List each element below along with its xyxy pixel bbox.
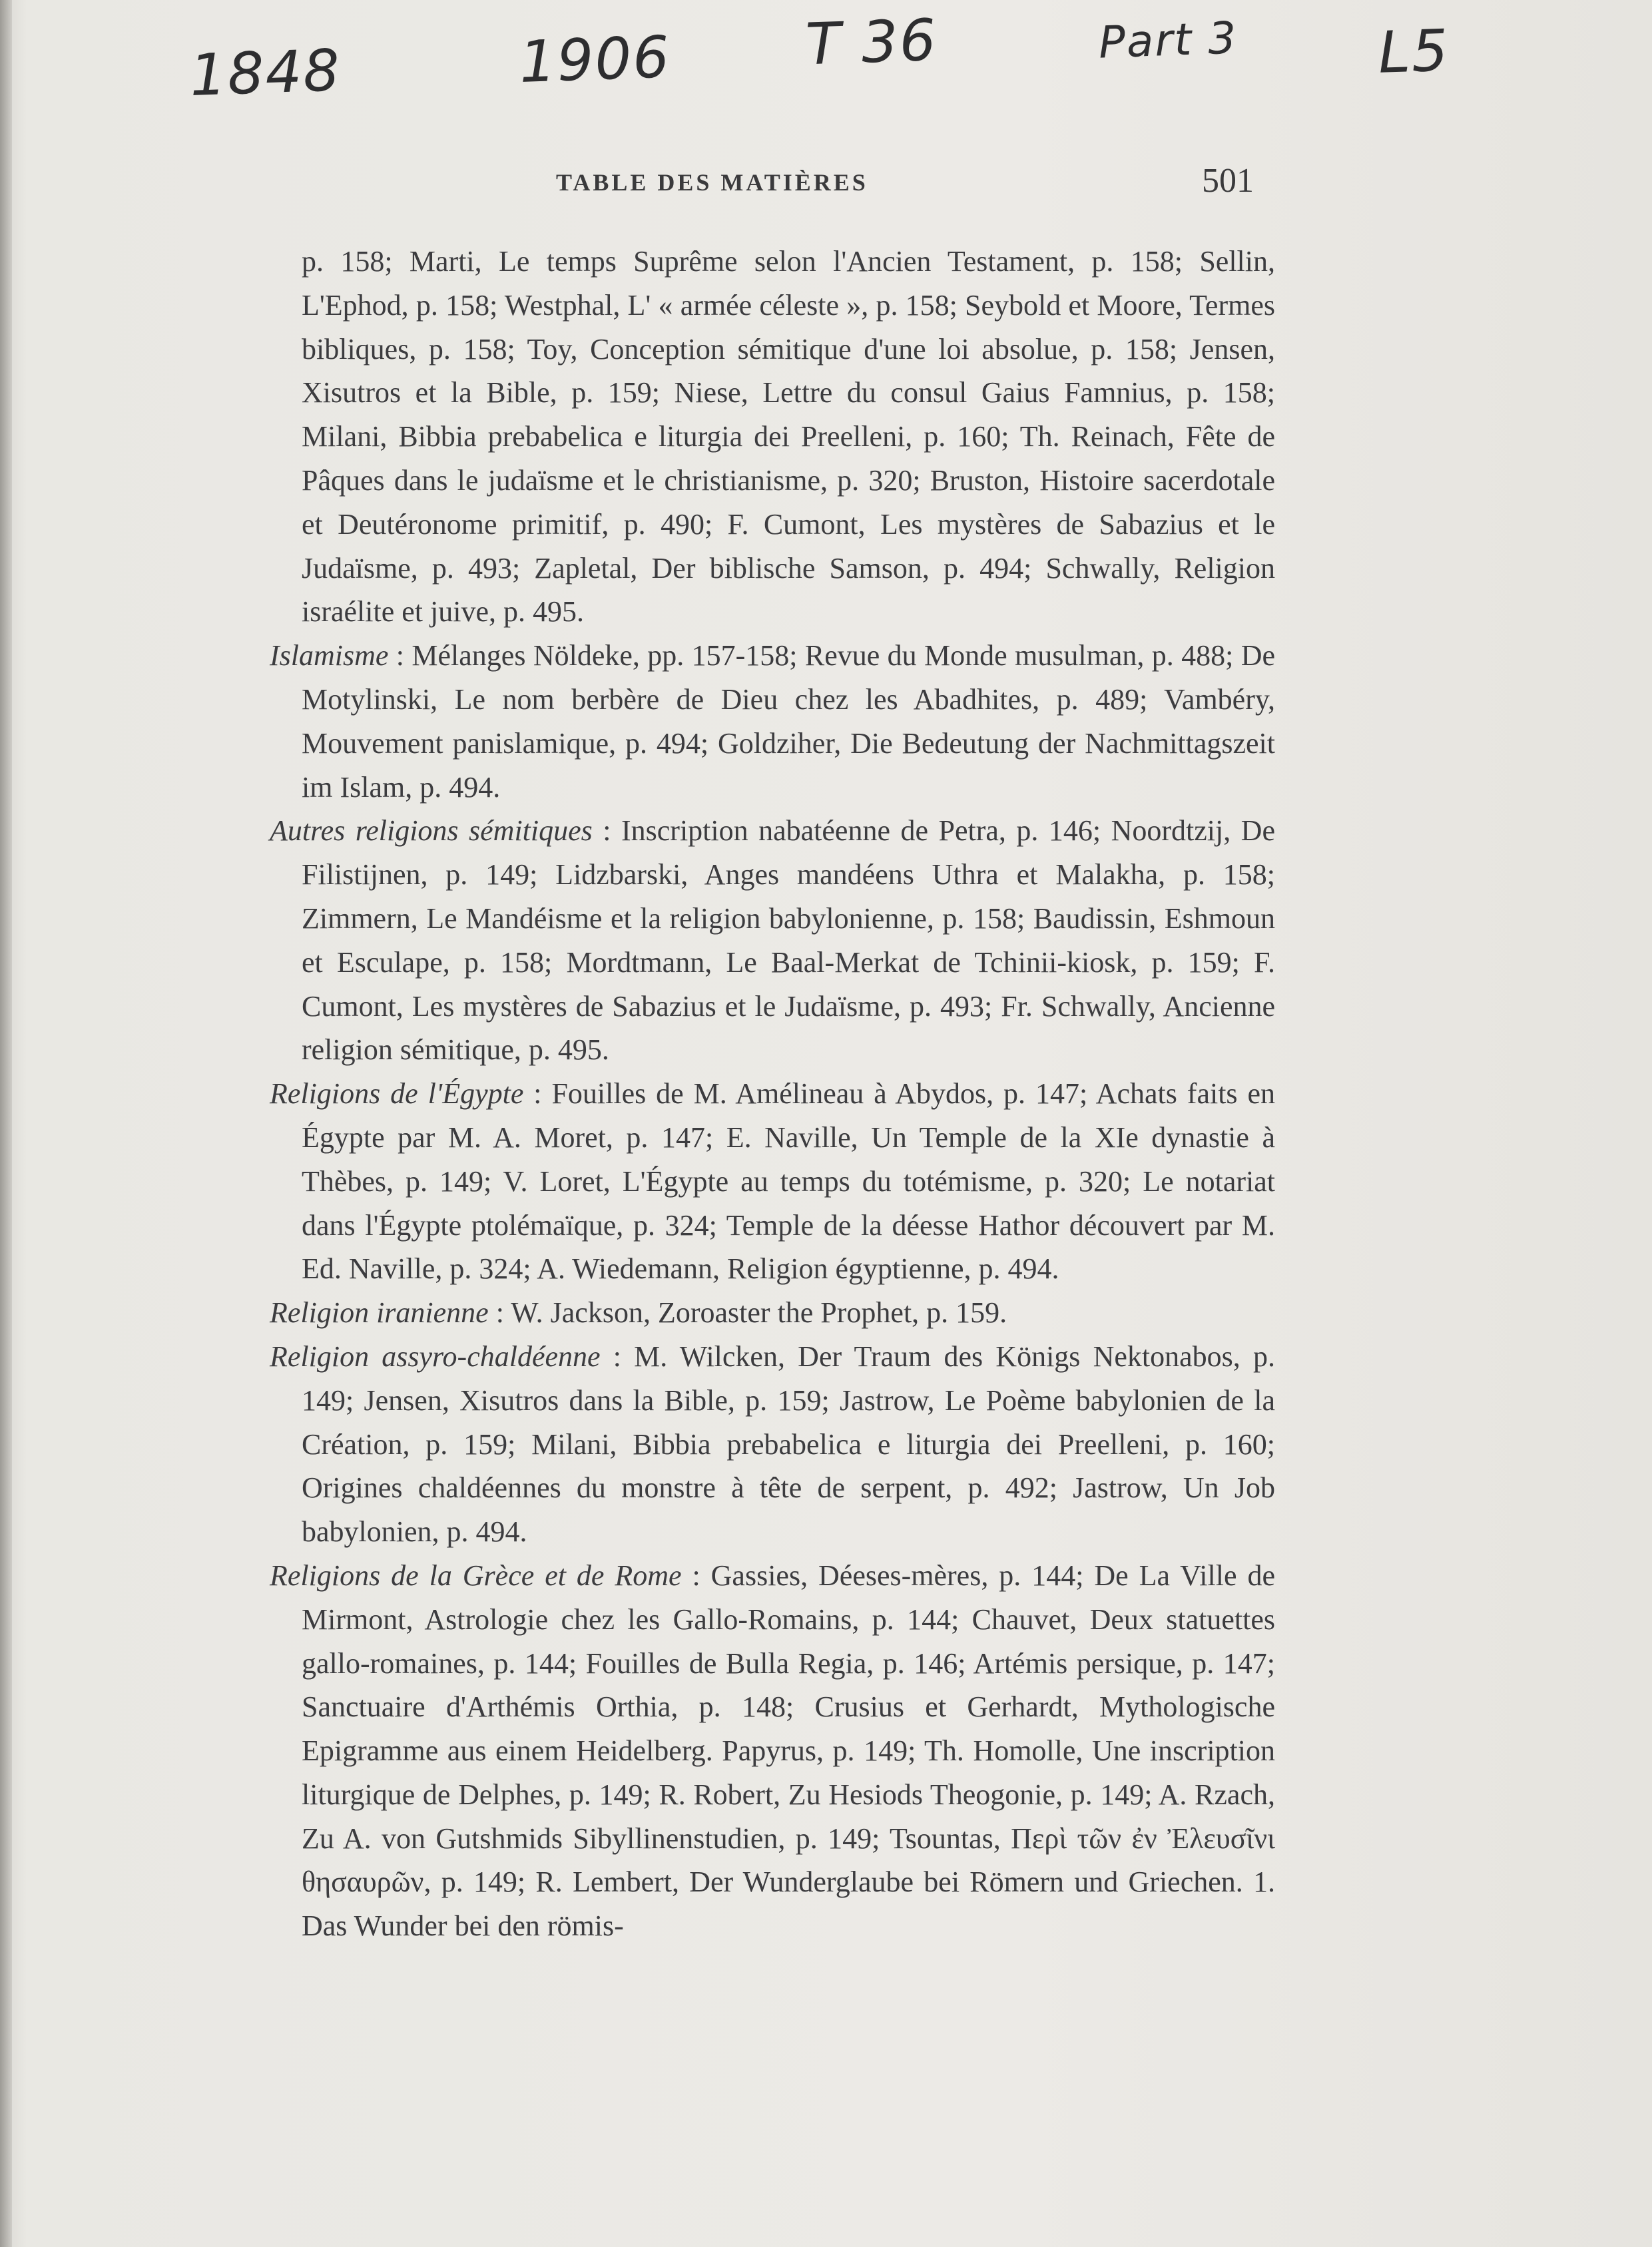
toc-entry <box>270 809 1275 1072</box>
toc-entry <box>270 1554 1275 1948</box>
toc-entry <box>270 1072 1275 1291</box>
toc-entry <box>270 1335 1275 1554</box>
toc-entry <box>270 1291 1275 1335</box>
entry-text: p. 158; Marti, Le temps Suprême selon l'Ancien Testament, p. 158; Sellin, L'Ephod, p. 158; Westphal, L' « armée céleste », p. 158; Seybold et Moore, Termes bibliques, p. 158; Toy, Conception sémitique d'une loi absolue, p. 158; Jensen, Xisutros et la Bible, p. 159; Niese, Lettre du consul Gaius Famnius, p. 158; Milani, Bibbia prebabelica e liturgia dei Preelleni, p. 160; Th. Reinach, Fête de Pâques dans le judaïsme et le christianisme, p. 320; Bruston, Histoire sacerdotale et Deutéronome primitif, p. 490; F. Cumont, Les mystères de Sabazius et le Judaïsme, p. 493; Zapletal, Der biblische Samson, p. 494; Schwally, Religion israélite et juive, p. 495. <box>302 245 1275 628</box>
entry-text: : Inscription nabatéenne de Petra, p. 146; Noordtzij, De Filistijnen, p. 149; Lidzbarski, Anges mandéens Uthra et Malakha, p. 158; Zimmern, Le Mandéisme et la religion babylonienne, p. 158; Baudissin, Eshmoun et Esculape, p. 158; Mordtmann, Le Baal-Merkat de Tchinii-kiosk, p. 159; F. Cumont, Les mystères de Sabazius et le Judaïsme, p. 493; Fr. Schwally, Ancienne religion sémitique, p. 495. <box>302 814 1275 1067</box>
entry-rubric: Autres religions sémitiques <box>270 814 593 848</box>
page-number: 501 <box>1202 162 1254 200</box>
entry-text: : Gassies, Déeses-mères, p. 144; De La Ville de Mirmont, Astrologie chez les Gallo-Romains, p. 144; Chauvet, Deux statuettes gallo-romaines, p. 144; Fouilles de Bulla Regia, p. 146; Artémis persique, p. 147; Sanctuaire d'Arthémis Orthia, p. 148; Crusius et Gerhardt, Mythologische Epigramme aus einem Heidelberg. Papyrus, p. 149; Th. Homolle, Une inscription liturgique de Delphes, p. 149; R. Robert, Zu Hesiods Theogonie, p. 149; A. Rzach, Zu A. von Gutshmids Sibyllinenstudien, p. 149; Tsountas, Περὶ τῶν ἐν Ἐλευσῖνι θησαυρῶν, p. 149; R. Lembert, Der Wunderglaube bei Römern und Griechen. 1. Das Wunder bei den römis- <box>302 1559 1275 1943</box>
entry-rubric: Religion iranienne <box>270 1296 489 1330</box>
handwritten-note: 1906 <box>518 24 672 96</box>
toc-entry <box>270 240 1275 634</box>
page-gutter-shadow <box>0 0 12 2247</box>
entry-rubric: Islamisme <box>270 639 389 672</box>
entry-rubric: Religions de la Grèce et de Rome <box>270 1559 682 1592</box>
running-title: TABLE DES MATIÈRES <box>556 169 868 196</box>
entry-text: : W. Jackson, Zoroaster the Prophet, p. 159. <box>488 1296 1007 1330</box>
entry-text: : Fouilles de M. Amélineau à Abydos, p. 147; Achats faits en Égypte par M. A. Moret, p. 147; E. Naville, Un Temple de la XIe dynastie à Thèbes, p. 149; V. Loret, L'Égypte au temps du totémisme, p. 320; Le notariat dans l'Égypte ptolémaïque, p. 324; Temple de la déesse Hathor découvert par M. Ed. Naville, p. 324; A. Wiedemann, Religion égyptienne, p. 494. <box>302 1077 1275 1286</box>
entry-rubric: Religions de l'Égypte <box>270 1077 524 1111</box>
handwritten-note: L5 <box>1377 17 1451 87</box>
table-of-contents-body <box>270 240 1275 1948</box>
handwritten-note: T 36 <box>804 7 938 79</box>
handwritten-note: 1848 <box>188 37 342 109</box>
entry-text: : M. Wilcken, Der Traum des Königs Nektonabos, p. 149; Jensen, Xisutros dans la Bible, p. 159; Jastrow, Le Poème babylonien de la Création, p. 159; Milani, Bibbia prebabelica e liturgia dei Preelleni, p. 160; Origines chaldéennes du monstre à tête de serpent, p. 492; Jastrow, Un Job babylonien, p. 494. <box>302 1340 1276 1549</box>
handwritten-note: Part 3 <box>1097 12 1239 69</box>
toc-entry <box>270 634 1275 809</box>
entry-rubric: Religion assyro-chaldéenne <box>270 1340 601 1373</box>
entry-text: : Mélanges Nöldeke, pp. 157-158; Revue du Monde musulman, p. 488; De Motylinski, Le nom berbère de Dieu chez les Abadhites, p. 489; Vambéry, Mouvement panislamique, p. 494; Goldziher, Die Bedeutung der Nachmittagszeit im Islam, p. 494. <box>302 639 1275 804</box>
